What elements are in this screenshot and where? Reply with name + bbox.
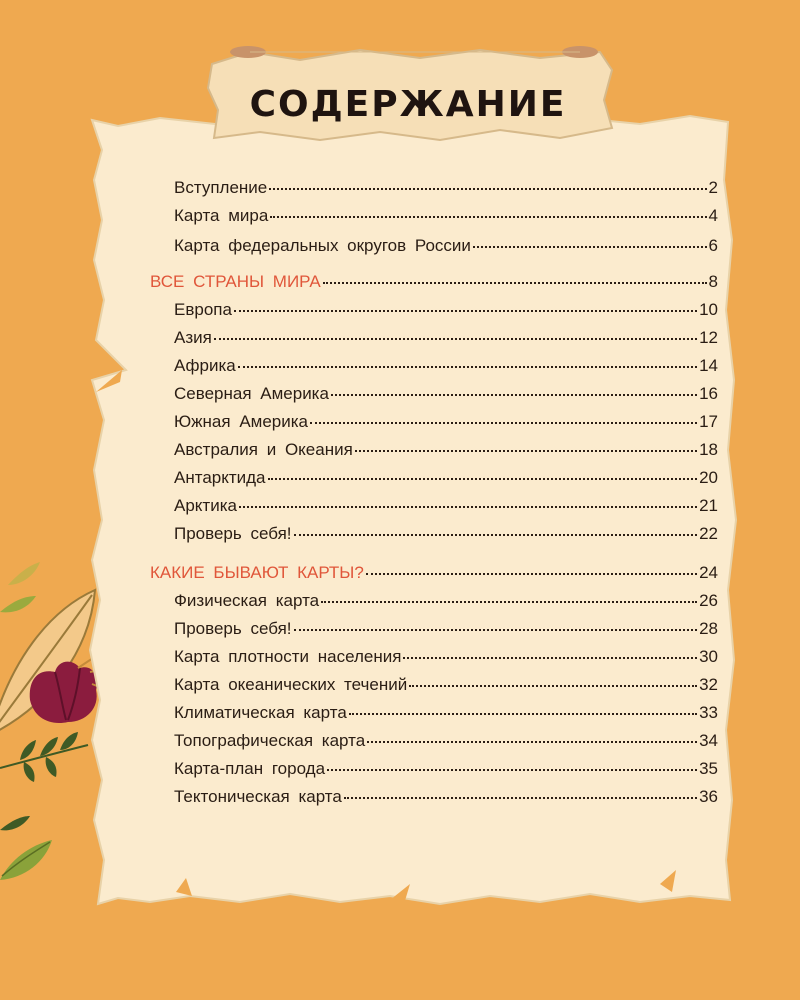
toc-entry-label: Проверь себя! [174, 524, 292, 543]
dot-leader [403, 657, 697, 659]
dot-leader [214, 338, 697, 340]
toc-entry-label: Карта федеральных округов России [174, 236, 471, 255]
toc-entry [174, 178, 718, 200]
dot-leader [294, 629, 698, 631]
toc-entry-page-number: 12 [699, 328, 718, 347]
toc-entry [174, 647, 718, 669]
toc-entry-label: КАКИЕ БЫВАЮТ КАРТЫ? [150, 563, 364, 582]
dot-leader [327, 769, 697, 771]
toc-entry-page-number: 32 [699, 675, 718, 694]
toc-entry-page-number: 17 [699, 412, 718, 431]
toc-entry [174, 356, 718, 378]
toc-entry-label: Карта мира [174, 206, 269, 225]
toc-section-entry [150, 272, 718, 294]
toc-entry-label: Северная Америка [174, 384, 329, 403]
toc-entry [174, 384, 718, 406]
dot-leader [355, 450, 697, 452]
dot-leader [409, 685, 697, 687]
toc-entry-label: Арктика [174, 496, 237, 515]
dot-leader [367, 741, 697, 743]
dot-leader [349, 713, 697, 715]
toc-entry-page-number: 33 [699, 703, 718, 722]
toc-section-entry [150, 563, 718, 585]
toc-entry-page-number: 36 [699, 787, 718, 806]
toc-entry-page-number: 26 [699, 591, 718, 610]
dot-leader [321, 601, 697, 603]
toc-entry-page-number: 22 [699, 524, 718, 543]
dot-leader [310, 422, 697, 424]
toc-entry-page-number: 34 [699, 731, 718, 750]
toc-entry [174, 675, 718, 697]
toc-entry [174, 591, 718, 613]
toc-entry-label: Тектоническая карта [174, 787, 342, 806]
toc-entry [174, 328, 718, 350]
dot-leader [323, 282, 707, 284]
toc-entry-page-number: 30 [699, 647, 718, 666]
dot-leader [239, 506, 697, 508]
toc-entry-page-number: 20 [699, 468, 718, 487]
toc-entry [174, 412, 718, 434]
toc-entry-page-number: 14 [699, 356, 718, 375]
dot-leader [331, 394, 697, 396]
toc-entry-page-number: 8 [708, 272, 718, 291]
toc-entry-page-number: 2 [708, 178, 718, 197]
dot-leader [238, 366, 697, 368]
toc-entry-page-number: 24 [699, 563, 718, 582]
toc-entry-label: Южная Америка [174, 412, 309, 431]
dot-leader [268, 478, 698, 480]
toc-entry-label: Европа [174, 300, 232, 319]
dot-leader [294, 534, 698, 536]
toc-entry-page-number: 10 [699, 300, 718, 319]
toc-entry-label: Карта плотности населения [174, 647, 402, 666]
toc-entry-label: Карта океанических течений [174, 675, 408, 694]
dot-leader [366, 573, 697, 575]
toc-entry [174, 206, 718, 228]
toc-entry-label: Африка [174, 356, 236, 375]
toc-entry [174, 787, 718, 809]
toc-entry [174, 703, 718, 725]
toc-entry-label: Вступление [174, 178, 268, 197]
dot-leader [344, 797, 697, 799]
toc-entry-page-number: 18 [699, 440, 718, 459]
toc-entry-label: Азия [174, 328, 212, 347]
toc-entry [174, 468, 718, 490]
toc-entry-page-number: 35 [699, 759, 718, 778]
toc-entry [174, 524, 718, 546]
toc-entry [174, 759, 718, 781]
toc-entry-label: Топографическая карта [174, 731, 366, 750]
dot-leader [269, 188, 706, 190]
dot-leader [473, 246, 707, 248]
toc-entry [174, 496, 718, 518]
toc-entry [174, 731, 718, 753]
toc-entry-label: Карта-план города [174, 759, 326, 778]
toc-entry [174, 440, 718, 462]
toc-entry-label: Физическая карта [174, 591, 320, 610]
toc-entry-label: Австралия и Океания [174, 440, 353, 459]
toc-entry [174, 619, 718, 641]
toc-entry [174, 300, 718, 322]
toc-entry-label: Антарктида [174, 468, 266, 487]
toc-entry-label: ВСЕ СТРАНЫ МИРА [150, 272, 321, 291]
toc-entry-page-number: 6 [708, 236, 718, 255]
toc-entry-page-number: 28 [699, 619, 718, 638]
toc-entry-page-number: 21 [699, 496, 718, 515]
dot-leader [234, 310, 697, 312]
page-title: СОДЕРЖАНИЕ [249, 83, 567, 125]
toc-entry-label: Климатическая карта [174, 703, 347, 722]
dot-leader [270, 216, 706, 218]
toc-entry [174, 236, 718, 258]
toc-entry-label: Проверь себя! [174, 619, 292, 638]
toc-entry-page-number: 16 [699, 384, 718, 403]
toc-entry-page-number: 4 [708, 206, 718, 225]
